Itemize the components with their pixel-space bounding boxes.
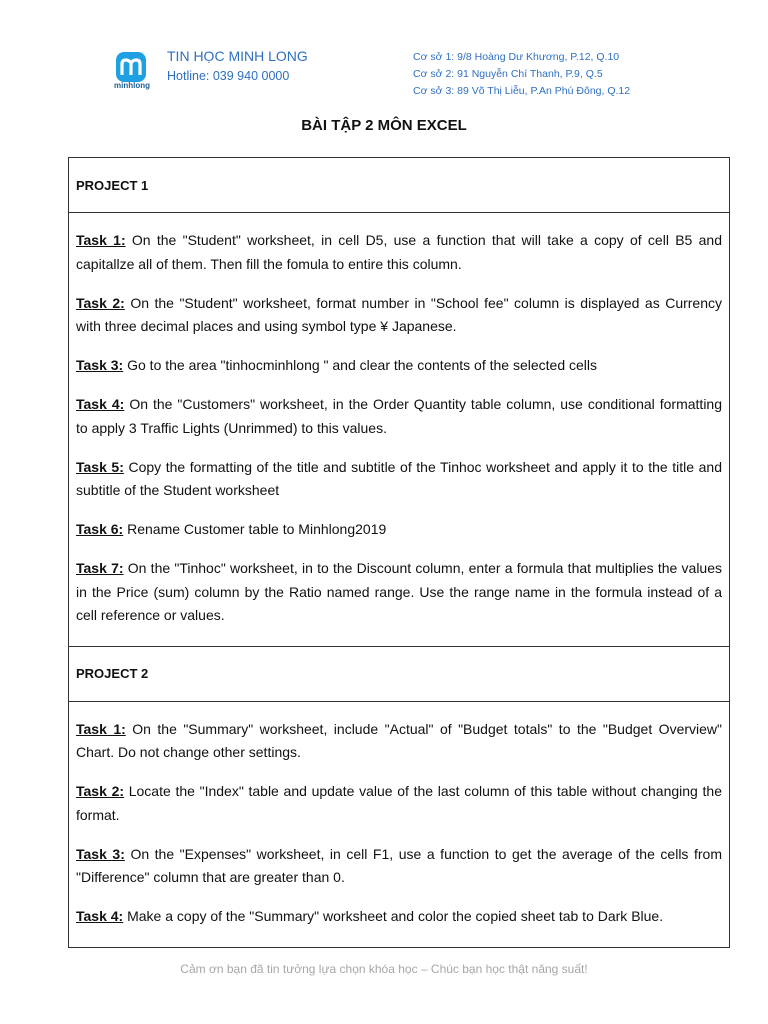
task-item <box>76 518 722 542</box>
task-item <box>76 229 722 276</box>
hotline-text: Hotline: 039 940 0000 <box>167 69 290 83</box>
task-item <box>76 557 722 628</box>
task-text: On the "Tinhoc" worksheet, in to the Discount column, enter a formula that multiplies the values in the Price (sum) column by the Ratio named range. Use the range name in the formula instead of a cell reference or values. <box>76 560 722 623</box>
task-item <box>76 292 722 339</box>
task-item <box>76 843 722 890</box>
task-item <box>76 393 722 440</box>
task-label: Task 2: <box>76 294 125 311</box>
task-text: Rename Customer table to Minhlong2019 <box>127 521 387 537</box>
brand-block <box>167 47 308 85</box>
task-item <box>76 780 722 827</box>
branch-address: Cơ sở 3: 89 Võ Thị Liễu, P.An Phú Đông, Q.12 <box>413 85 631 97</box>
task-text: On the "Customers" worksheet, in the Order Quantity table column, use conditional formatting to apply 3 Traffic Lights (Unrimmed) to this values. <box>76 396 723 436</box>
task-text: On the "Expenses" worksheet, in cell F1, use a function to get the average of the cells from "Difference" column that are greater than 0. <box>76 845 722 885</box>
task-text: On the "Summary" worksheet, include "Actual" of "Budget totals" to the "Budget Overview" Chart. Do not change other settings. <box>76 720 722 760</box>
project-1-header: PROJECT 1 <box>69 158 729 213</box>
task-label: Task 4: <box>76 908 124 924</box>
project-1-tasks <box>69 213 729 647</box>
task-text: Copy the formatting of the title and subtitle of the Tinhoc worksheet and apply it to the title and subtitle of the Student worksheet <box>76 458 722 498</box>
task-label: Task 7: <box>76 560 124 576</box>
task-text: Go to the area "tinhocminhlong " and clear the contents of the selected cells <box>127 357 597 373</box>
branch-addresses <box>413 49 630 100</box>
footer-note: Cảm ơn bạn đã tin tưởng lựa chọn khóa học – Chúc bạn học thật năng suất! <box>180 962 588 976</box>
branch-address: Cơ sở 1: 9/8 Hoàng Dư Khương, P.12, Q.10 <box>413 51 620 63</box>
task-label: Task 5: <box>76 458 124 475</box>
task-text: Locate the "Index" table and update value of the last column of this table without changing the format. <box>76 783 722 823</box>
document-title: BÀI TẬP 2 MÔN EXCEL <box>301 117 467 134</box>
task-item <box>76 718 722 765</box>
task-label: Task 2: <box>76 783 125 799</box>
branch-address: Cơ sở 2: 91 Nguyễn Chí Thanh, P.9, Q.5 <box>413 68 603 80</box>
task-table <box>68 157 730 948</box>
task-item <box>76 354 722 378</box>
brand-name: TIN HỌC MINH LONG <box>167 48 308 64</box>
page-header <box>0 44 768 104</box>
minhlong-logo <box>112 52 152 92</box>
task-text: On the "Student" worksheet, in cell D5, use a function that will take a copy of cell B5 and capitallze all of them. Then fill the fomula to entire this column. <box>76 232 722 272</box>
task-label: Task 6: <box>76 521 124 537</box>
logo-m-icon <box>116 52 146 82</box>
task-label: Task 4: <box>76 396 125 412</box>
project-2-header: PROJECT 2 <box>69 647 729 702</box>
task-label: Task 1: <box>76 232 126 248</box>
task-label: Task 3: <box>76 357 124 373</box>
logo-wordmark: minhlong <box>114 81 150 90</box>
project-2-tasks <box>69 702 729 947</box>
task-label: Task 3: <box>76 845 125 862</box>
task-item <box>76 905 722 929</box>
task-item <box>76 456 722 503</box>
task-label: Task 1: <box>76 720 126 737</box>
task-text: On the "Student" worksheet, format number in "School fee" column is displayed as Currency with three decimal places and using symbol type ¥ Japanese. <box>76 294 723 334</box>
task-text: Make a copy of the "Summary" worksheet and color the copied sheet tab to Dark Blue. <box>127 908 664 924</box>
